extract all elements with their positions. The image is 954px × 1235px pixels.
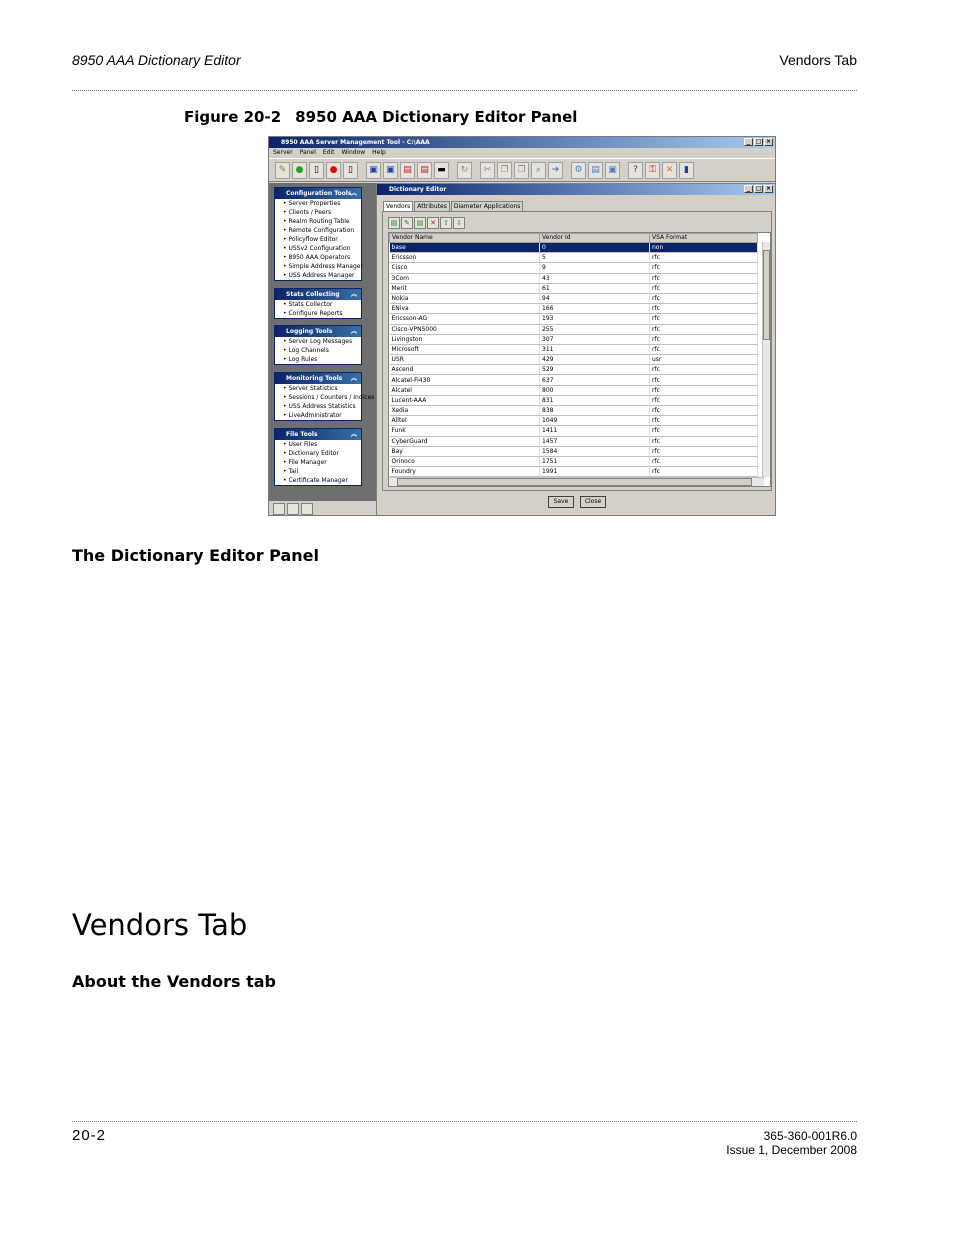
delete-icon[interactable]: ▤ — [417, 162, 432, 179]
save-all-icon[interactable]: ▣ — [383, 162, 398, 179]
group-configuration-tools — [274, 187, 362, 281]
printer-icon[interactable]: ▬ — [434, 162, 449, 179]
group-header[interactable] — [275, 188, 361, 199]
tools-sidebar — [269, 183, 376, 501]
column-header-vendor-name[interactable]: Vendor Name — [390, 234, 540, 243]
chevron-up-icon[interactable]: ︽ — [350, 375, 357, 382]
table-row[interactable] — [390, 385, 758, 395]
vsa-format-cell: rfc — [650, 324, 758, 334]
table-row[interactable] — [390, 314, 758, 324]
tab-vendors[interactable]: Vendors — [383, 201, 413, 212]
tool-item[interactable]: • Tail — [275, 467, 361, 476]
save-icon[interactable]: ▣ — [366, 162, 381, 179]
vendor-name-cell: Cisco-VPN5000 — [390, 324, 540, 334]
pane-button-icon[interactable] — [273, 503, 285, 515]
table-row[interactable] — [390, 446, 758, 456]
vendor-name-cell: ENiva — [390, 304, 540, 314]
connect-icon[interactable]: ✎ — [275, 162, 290, 179]
minimize-icon[interactable]: _ — [744, 138, 753, 146]
header-rule — [72, 90, 857, 91]
tool-item[interactable]: • Simple Address Manager — [275, 262, 361, 271]
vsa-format-cell: usr — [650, 355, 758, 365]
column-header-vsa-format[interactable]: VSA Format — [650, 234, 758, 243]
subheading-about-vendors-tab: About the Vendors tab — [72, 972, 276, 991]
editor-window-controls — [744, 185, 773, 193]
properties-icon[interactable]: ▤ — [588, 162, 603, 179]
chevron-up-icon[interactable]: ︽ — [350, 328, 357, 335]
group-title: File Tools — [286, 431, 318, 438]
tool-item[interactable]: • Policyflow Editor — [275, 235, 361, 244]
menu-panel[interactable]: Panel — [299, 149, 316, 156]
move-up-icon[interactable]: ⇧ — [440, 217, 452, 229]
vendor-id-cell: 1751 — [540, 456, 650, 466]
maximize-icon[interactable]: □ — [755, 185, 762, 192]
tool-item[interactable]: • Remote Configuration — [275, 226, 361, 235]
tool-item[interactable]: • USS Address Manager — [275, 271, 361, 280]
vsa-format-cell: rfc — [650, 253, 758, 263]
tool-item[interactable]: • Sessions / Counters / Indices — [275, 393, 361, 402]
window-close-icon[interactable]: ▤ — [400, 162, 415, 179]
vendor-name-cell: Cisco — [390, 263, 540, 273]
tool-item[interactable]: • File Manager — [275, 458, 361, 467]
figure-caption — [184, 108, 577, 126]
vendor-id-cell: 1411 — [540, 426, 650, 436]
tool-item[interactable]: • Configure Reports — [275, 309, 361, 318]
vendor-id-cell: 1991 — [540, 467, 650, 477]
table-row[interactable] — [390, 344, 758, 354]
maximize-icon[interactable]: □ — [755, 138, 762, 145]
vendor-name-cell: Bay — [390, 446, 540, 456]
table-row[interactable] — [390, 436, 758, 446]
table-row[interactable] — [390, 365, 758, 375]
vendor-name-cell: USR — [390, 355, 540, 365]
vendor-name-cell: Nokia — [390, 293, 540, 303]
add-icon[interactable]: ▤ — [388, 217, 400, 229]
issue-date: Issue 1, December 2008 — [726, 1143, 857, 1157]
tool-item[interactable]: • Server Properties — [275, 199, 361, 208]
vendor-id-cell: 94 — [540, 293, 650, 303]
tool-item[interactable]: • 8950 AAA Operators — [275, 253, 361, 262]
delete-icon[interactable]: ✕ — [427, 217, 439, 229]
table-toolbar — [388, 217, 465, 229]
pane-button-icon[interactable] — [287, 503, 299, 515]
cut-icon[interactable]: ✂ — [480, 162, 495, 179]
vsa-format-cell: rfc — [650, 456, 758, 466]
vendor-name-cell: Livingston — [390, 334, 540, 344]
vendor-name-cell: Ericsson — [390, 253, 540, 263]
arrow-icon[interactable]: ➜ — [548, 162, 563, 179]
vsa-format-cell: rfc — [650, 436, 758, 446]
tools-icon[interactable]: ✕ — [662, 162, 677, 179]
vendor-name-cell: CyberGuard — [390, 436, 540, 446]
tool-item[interactable]: • Stats Collector — [275, 300, 361, 309]
vendor-name-cell: base — [390, 243, 540, 253]
figure-title: 8950 AAA Dictionary Editor Panel — [295, 108, 578, 126]
copy-icon[interactable]: ▤ — [414, 217, 426, 229]
move-down-icon[interactable]: ⇩ — [453, 217, 465, 229]
close-icon[interactable]: × — [765, 138, 772, 145]
vendor-name-cell: Orinoco — [390, 456, 540, 466]
running-header-section: Vendors Tab — [779, 52, 857, 68]
table-row[interactable] — [390, 293, 758, 303]
sidebar-footer — [269, 501, 376, 516]
vsa-format-cell: rfc — [650, 304, 758, 314]
vendor-name-cell: Microsoft — [390, 344, 540, 354]
vendor-id-cell: 0 — [540, 243, 650, 253]
vendor-id-cell: 1584 — [540, 446, 650, 456]
table-row[interactable] — [390, 416, 758, 426]
table-row[interactable] — [390, 426, 758, 436]
running-header-title: 8950 AAA Dictionary Editor — [72, 52, 241, 68]
chevron-up-icon[interactable]: ︽ — [350, 431, 357, 438]
scroll-thumb[interactable] — [397, 478, 752, 486]
section-heading: Vendors Tab — [72, 908, 248, 942]
vsa-format-cell: rfc — [650, 446, 758, 456]
scroll-thumb[interactable] — [763, 250, 770, 340]
group-file-tools — [274, 428, 362, 486]
vendor-name-cell: Alcatel-Fi430 — [390, 375, 540, 385]
vsa-format-cell: rfc — [650, 416, 758, 426]
save-button[interactable]: Save — [548, 496, 574, 508]
chevron-up-icon[interactable]: ︽ — [350, 291, 357, 298]
column-header-vendor-id[interactable]: Vendor Id — [540, 234, 650, 243]
stop-icon[interactable]: ● — [326, 162, 341, 179]
menu-window[interactable]: Window — [341, 149, 366, 156]
vendor-id-cell: 61 — [540, 283, 650, 293]
vsa-format-cell: rfc — [650, 314, 758, 324]
tool-item[interactable]: • USS Address Statistics — [275, 402, 361, 411]
vendor-name-cell: 3Com — [390, 273, 540, 283]
vsa-format-cell: rfc — [650, 283, 758, 293]
vendors-table-body — [390, 243, 758, 477]
copy-icon[interactable]: ❐ — [497, 162, 512, 179]
vendor-id-cell: 5 — [540, 253, 650, 263]
toolbar — [269, 158, 775, 182]
group-header[interactable] — [275, 326, 361, 337]
tool-item[interactable]: • LiveAdministrator — [275, 411, 361, 420]
paste-icon[interactable]: ❐ — [514, 162, 529, 179]
vsa-format-cell: rfc — [650, 426, 758, 436]
edit-icon[interactable]: ✎ — [401, 217, 413, 229]
figure-number: Figure 20-2 — [184, 108, 282, 126]
menu-bar — [269, 148, 775, 158]
footer-rule — [72, 1121, 857, 1122]
table-row[interactable] — [390, 243, 758, 253]
table-row[interactable] — [390, 406, 758, 416]
database-icon[interactable]: ▮ — [679, 162, 694, 179]
group-monitoring-tools — [274, 372, 375, 421]
subheading-dictionary-editor-panel: The Dictionary Editor Panel — [72, 546, 319, 565]
figure-screenshot — [268, 136, 776, 516]
vendor-name-cell: Alcatel — [390, 385, 540, 395]
app-title: 8950 AAA Server Management Tool - C:\AAA — [281, 139, 430, 146]
table-row[interactable] — [390, 273, 758, 283]
menu-edit[interactable]: Edit — [322, 149, 335, 156]
vendor-name-cell: Lucent-AAA — [390, 395, 540, 405]
vendors-panel — [382, 211, 772, 491]
vendor-id-cell: 831 — [540, 395, 650, 405]
pane-button-icon[interactable] — [301, 503, 313, 515]
vendor-id-cell: 255 — [540, 324, 650, 334]
vendor-id-cell: 311 — [540, 344, 650, 354]
tab-diameter-applications[interactable]: Diameter Applications — [451, 201, 524, 212]
app-titlebar — [269, 137, 775, 148]
vendor-id-cell: 1049 — [540, 416, 650, 426]
vendor-name-cell: Funk — [390, 426, 540, 436]
vsa-format-cell: non — [650, 243, 758, 253]
tool-item[interactable]: • Server Statistics — [275, 384, 361, 393]
editor-titlebar — [377, 184, 775, 195]
window-controls — [744, 138, 773, 146]
group-title: Monitoring Tools — [286, 375, 343, 382]
tool-item[interactable]: • Realm Routing Table — [275, 217, 361, 226]
monitor-icon[interactable]: ▣ — [605, 162, 620, 179]
vsa-format-cell: rfc — [650, 273, 758, 283]
vendor-id-cell: 800 — [540, 385, 650, 395]
footer-doc-info — [726, 1129, 857, 1157]
dictionary-editor-window — [376, 183, 776, 516]
refresh-icon[interactable]: ↻ — [457, 162, 472, 179]
vertical-scrollbar[interactable] — [762, 242, 770, 477]
group-stats-collecting — [274, 288, 362, 319]
group-header[interactable] — [275, 289, 361, 300]
help-icon[interactable]: ? — [628, 162, 643, 179]
tool-item[interactable]: • USSv2 Configuration — [275, 244, 361, 253]
table-row[interactable] — [390, 263, 758, 273]
start-icon[interactable]: ● — [292, 162, 307, 179]
vsa-format-cell: rfc — [650, 406, 758, 416]
vendor-id-cell: 166 — [540, 304, 650, 314]
group-header[interactable] — [275, 429, 361, 440]
table-row[interactable] — [390, 334, 758, 344]
vsa-format-cell: rfc — [650, 385, 758, 395]
vendor-id-cell: 637 — [540, 375, 650, 385]
table-row[interactable] — [390, 253, 758, 263]
vendor-name-cell: Ericsson-AG — [390, 314, 540, 324]
vendor-id-cell: 529 — [540, 365, 650, 375]
vsa-format-cell: rfc — [650, 365, 758, 375]
find-icon[interactable]: ⌕ — [531, 162, 546, 179]
table-row[interactable] — [390, 283, 758, 293]
vsa-format-cell: rfc — [650, 293, 758, 303]
tool-item[interactable]: • Dictionary Editor — [275, 449, 361, 458]
group-title: Logging Tools — [286, 328, 333, 335]
horizontal-scrollbar[interactable] — [389, 477, 764, 486]
tab-attributes[interactable]: Attributes — [414, 201, 450, 212]
dialog-buttons — [377, 496, 776, 508]
vendor-name-cell: Xedia — [390, 406, 540, 416]
vendor-name-cell: Ascend — [390, 365, 540, 375]
document-icon[interactable]: ▯ — [309, 162, 324, 179]
chevron-up-icon[interactable]: ︽ — [350, 190, 357, 197]
tool-item[interactable]: • Log Rules — [275, 355, 361, 364]
vendor-id-cell: 1457 — [540, 436, 650, 446]
vendor-id-cell: 307 — [540, 334, 650, 344]
table-row[interactable] — [390, 456, 758, 466]
table-row[interactable] — [390, 355, 758, 365]
tool-item[interactable]: • User Files — [275, 440, 361, 449]
settings-icon[interactable]: ⚙ — [571, 162, 586, 179]
vendor-id-cell: 9 — [540, 263, 650, 273]
group-title: Configuration Tools — [286, 190, 352, 197]
menu-help[interactable]: Help — [372, 149, 386, 156]
tool-item[interactable]: • Server Log Messages — [275, 337, 361, 346]
minimize-icon[interactable]: _ — [744, 185, 753, 193]
vsa-format-cell: rfc — [650, 467, 758, 477]
close-button[interactable]: Close — [580, 496, 606, 508]
table-row[interactable] — [390, 324, 758, 334]
vendor-name-cell: Merit — [390, 283, 540, 293]
vsa-format-cell: rfc — [650, 344, 758, 354]
group-header[interactable] — [275, 373, 361, 384]
table-row[interactable] — [390, 375, 758, 385]
vendor-name-cell: Foundry — [390, 467, 540, 477]
tool-item[interactable]: • Clients / Peers — [275, 208, 361, 217]
page-icon[interactable]: ▯ — [343, 162, 358, 179]
document-number: 365-360-001R6.0 — [763, 1129, 857, 1143]
menu-server[interactable]: Server — [273, 149, 293, 156]
vendor-id-cell: 193 — [540, 314, 650, 324]
vsa-format-cell: rfc — [650, 395, 758, 405]
lock-icon[interactable]: ⚿ — [645, 162, 660, 179]
group-title: Stats Collecting — [286, 291, 340, 298]
vendor-id-cell: 429 — [540, 355, 650, 365]
tool-item[interactable]: • Log Channels — [275, 346, 361, 355]
close-icon[interactable]: × — [765, 185, 772, 192]
vendors-table — [388, 232, 771, 487]
table-row[interactable] — [390, 467, 758, 477]
vendor-name-cell: Alltel — [390, 416, 540, 426]
vendor-id-cell: 43 — [540, 273, 650, 283]
vsa-format-cell: rfc — [650, 263, 758, 273]
vsa-format-cell: rfc — [650, 334, 758, 344]
vendor-id-cell: 838 — [540, 406, 650, 416]
editor-title: Dictionary Editor — [389, 186, 447, 193]
page-number: 20-2 — [72, 1127, 107, 1144]
table-row[interactable] — [390, 304, 758, 314]
tool-item[interactable]: • Certificate Manager — [275, 476, 361, 485]
table-row[interactable] — [390, 395, 758, 405]
group-logging-tools — [274, 325, 362, 365]
vsa-format-cell: rfc — [650, 375, 758, 385]
